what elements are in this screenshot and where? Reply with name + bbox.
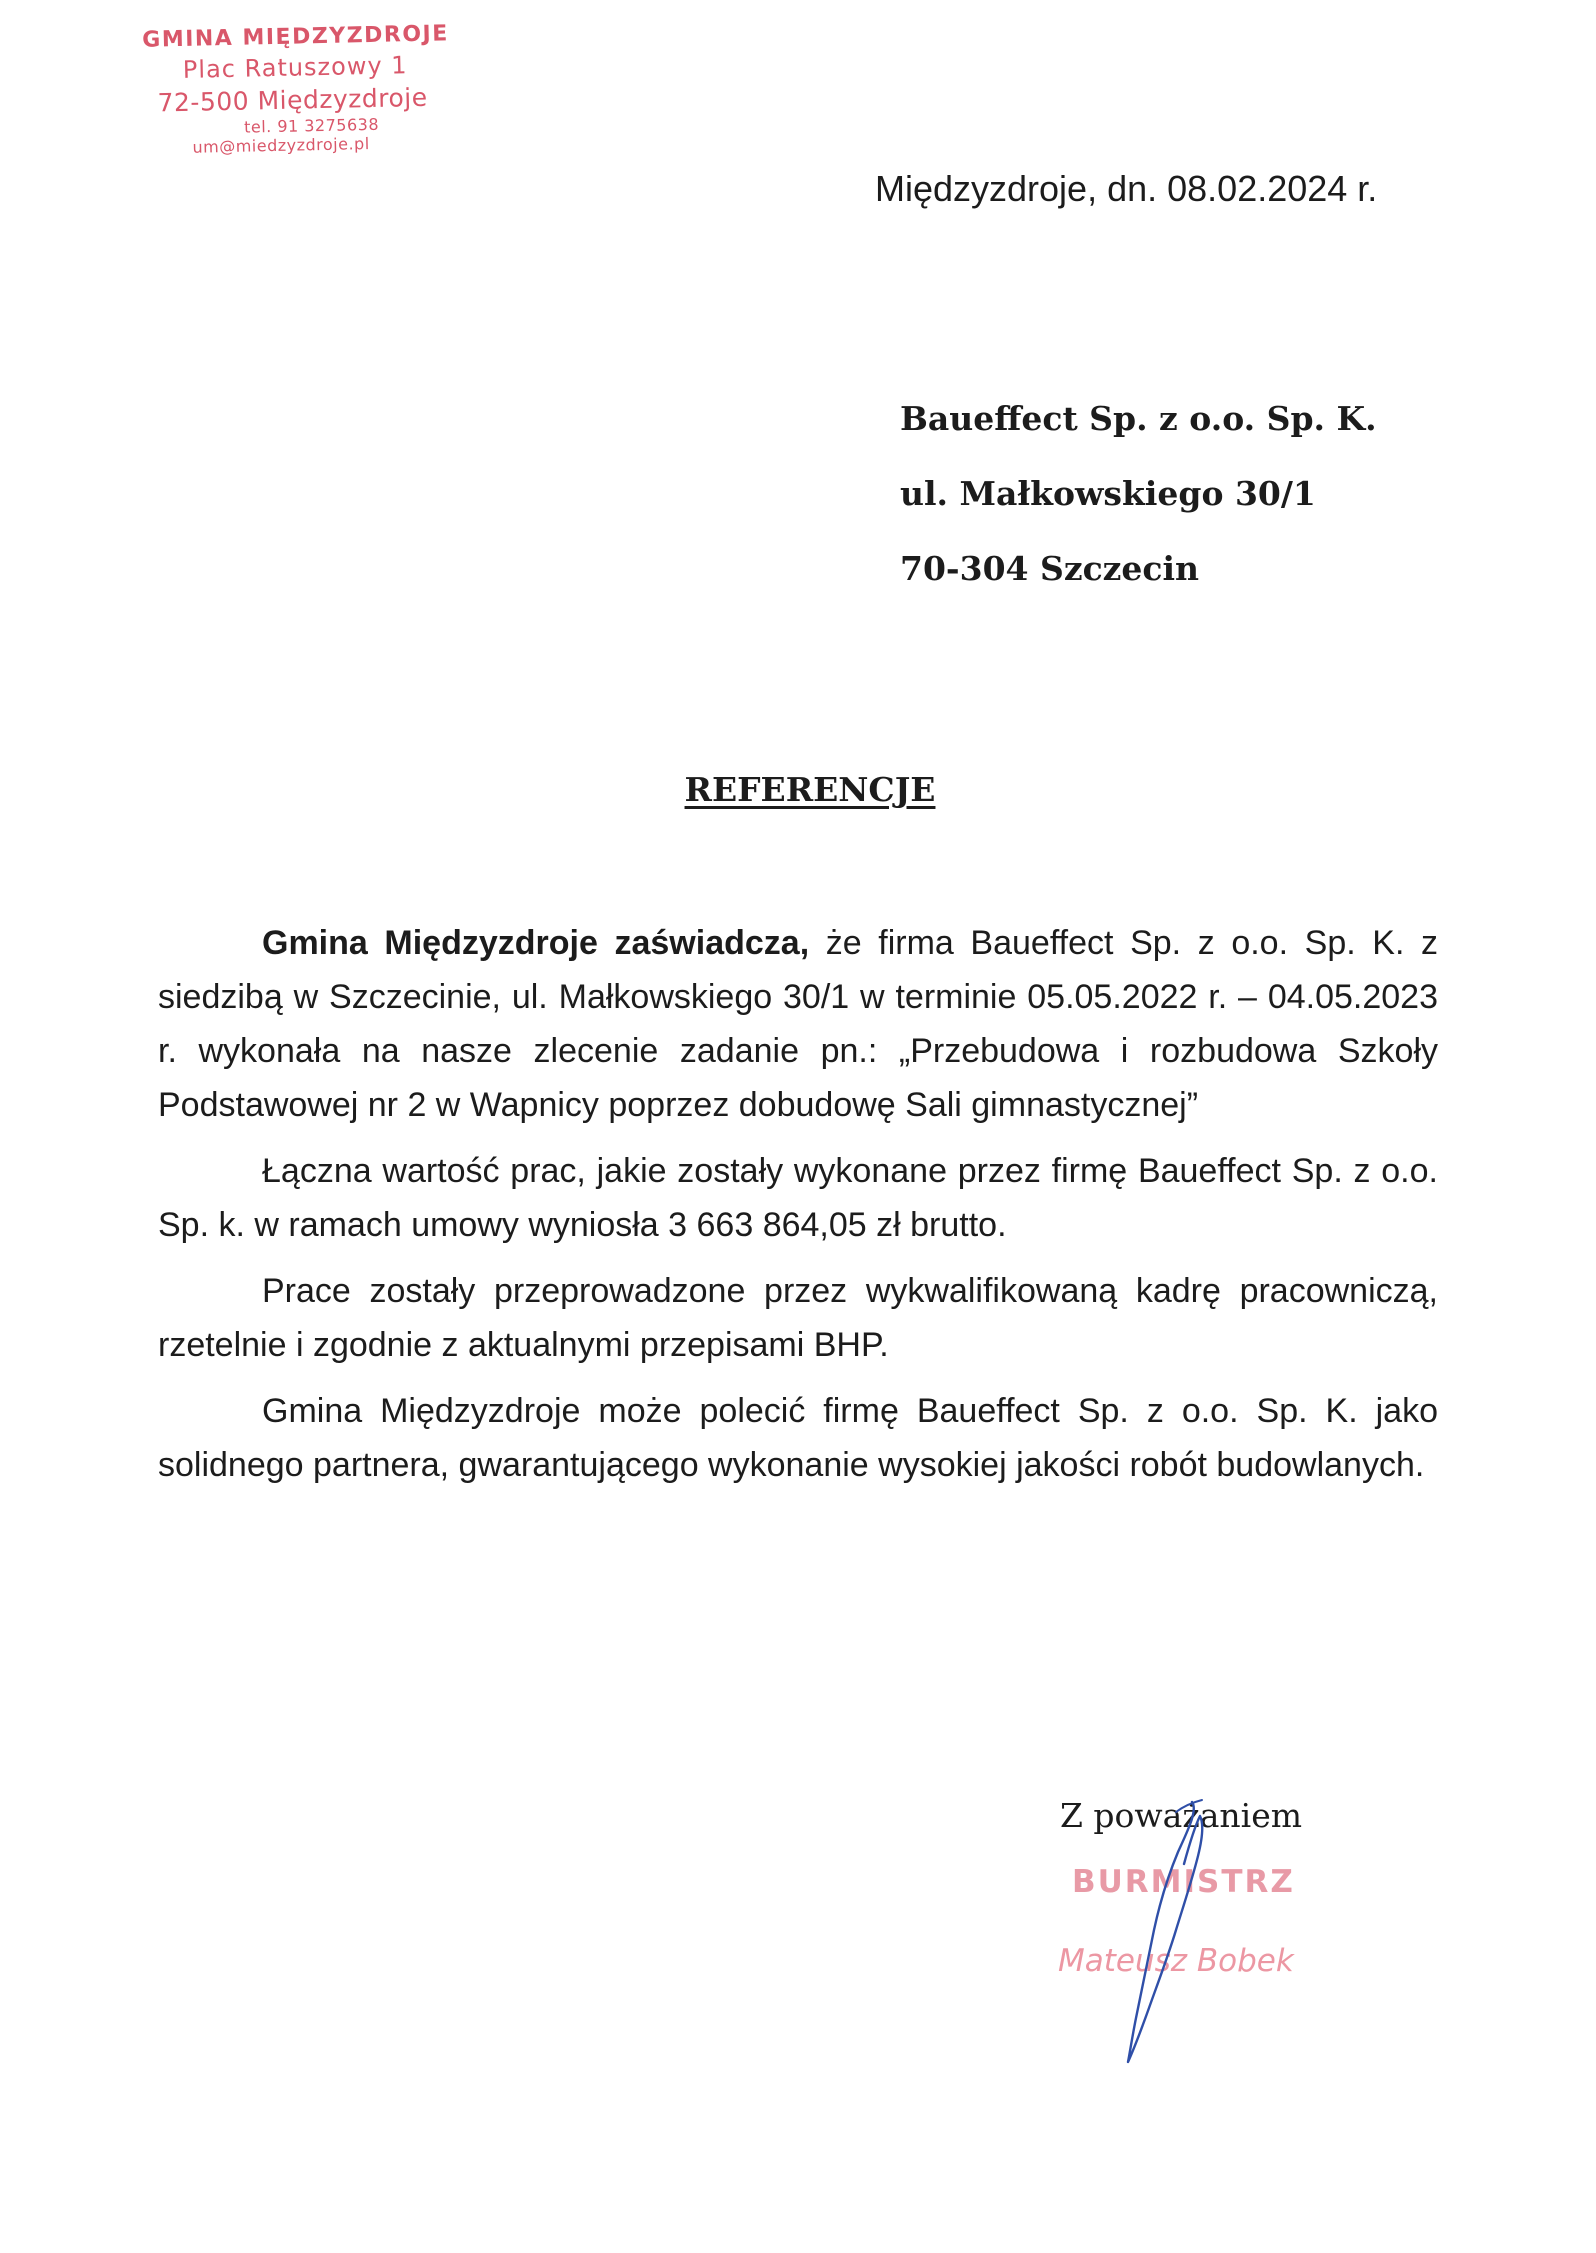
handwritten-signature [1080,1790,1240,2090]
closing-salutation: Z poważaniem [1060,1796,1303,1835]
paragraph-1-lead: Gmina Międzyzdroje zaświadcza, [262,924,810,962]
stamp-line-email: um@miedzyzdroje.pl [192,134,370,157]
date-line: Międzyzdroje, dn. 08.02.2024 r. [875,168,1378,209]
stamp-line-name: GMINA MIĘDZYZDROJE [141,21,450,53]
addressee-company: Baueffect Sp. z o.o. Sp. K. [900,399,1377,438]
paragraph-4: Gmina Międzyzdroje może polecić firmę Baueffect Sp. z o.o. Sp. K. jako solidnego partnera, gwarantującego wykonanie wysokiej jakości robót budowlanych. [158,1392,1438,1484]
document-title: REFERENCJE [684,770,936,809]
paragraph-1-text: że firma Baueffect Sp. z o.o. Sp. K. z siedzibą w Szczecinie, ul. Małkowskiego 30/1 w terminie 05.05.2022 r. – 04.05.2023 r. wykonała na nasze zlecenie zadanie pn.: „Przebudowa i rozbudowa Szkoły Podstawowej nr 2 w Wapnicy poprzez dobudowę Sali gimnastycznej” [158,924,1439,1124]
signatory-name-stamp: Mateusz Bobek [1058,1943,1294,1979]
paragraph-1 [158,916,1438,1132]
addressee-block [900,397,1377,622]
paragraph-2: Łączna wartość prac, jakie zostały wykonane przez firmę Baueffect Sp. z o.o. Sp. k. w ramach umowy wyniosła 3 663 864,05 zł brutto. [158,1152,1438,1244]
stamp-line-city: 72-500 Międzyzdroje [157,82,428,118]
letter-body [158,916,1438,1492]
addressee-street: ul. Małkowskiego 30/1 [900,474,1316,513]
stamp-line-street: Plac Ratuszowy 1 [182,51,408,84]
stamp-line-phone: tel. 91 3275638 [243,114,380,137]
addressee-city: 70-304 Szczecin [900,549,1200,588]
municipality-stamp [130,20,493,158]
paragraph-3: Prace zostały przeprowadzone przez wykwalifikowaną kadrę pracowniczą, rzetelnie i zgodnie z aktualnymi przepisami BHP. [158,1272,1438,1364]
signatory-title-stamp: BURMISTRZ [1072,1864,1295,1900]
